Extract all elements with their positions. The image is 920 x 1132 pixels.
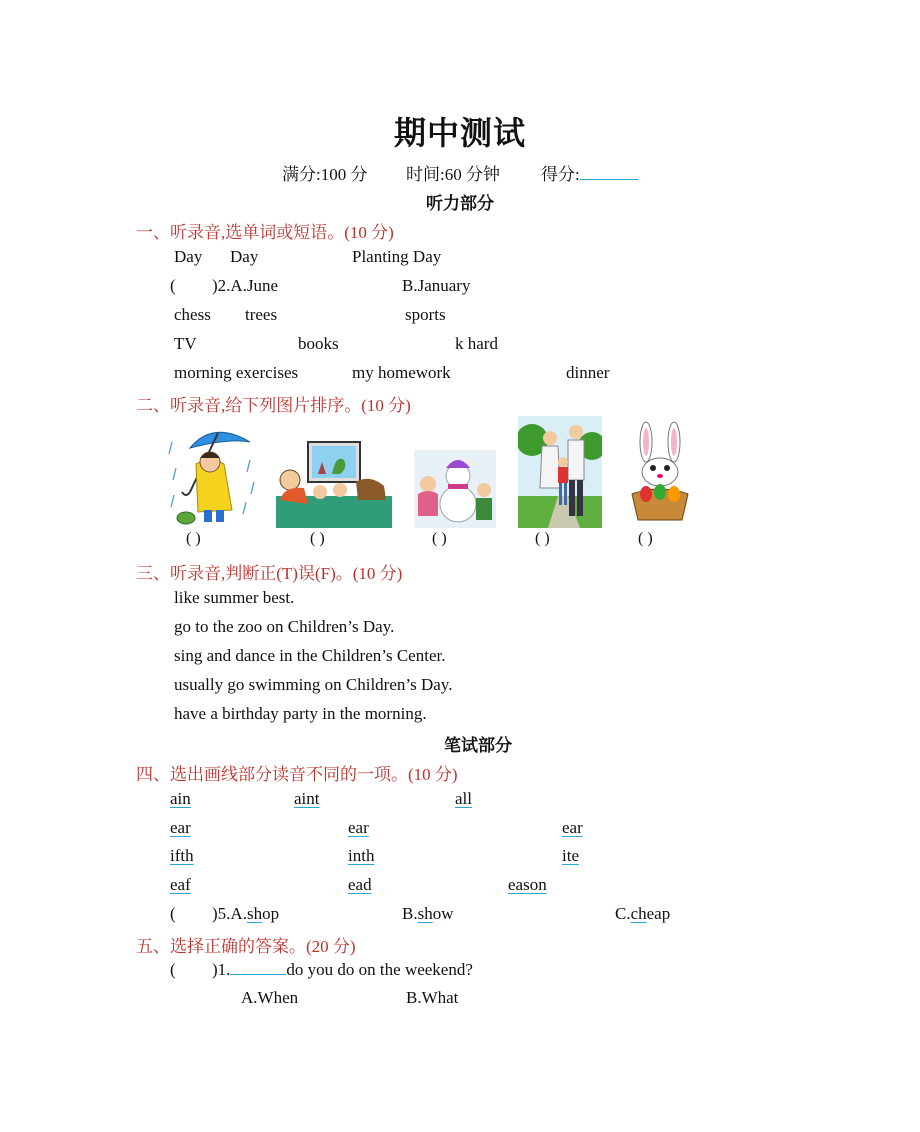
s4-row1-c: all — [455, 789, 472, 808]
snowman-picture — [414, 450, 496, 528]
family-park-picture — [518, 416, 602, 528]
s1-row2-paren: ( — [170, 276, 176, 295]
s4-row3-c: ite — [562, 846, 579, 865]
s1-row1-a: Day — [174, 247, 203, 266]
s4-row1-b: aint — [294, 789, 320, 808]
listening-heading: 听力部分 — [426, 194, 494, 213]
picture-2-answer[interactable]: ( ) — [310, 530, 325, 547]
s3-item-1: like summer best. — [174, 588, 295, 607]
section-3-title: 三、听录音,判断正(T)误(F)。(10 分) — [136, 564, 403, 583]
score-blank[interactable] — [580, 163, 638, 180]
s4-row4-b: ead — [348, 875, 372, 894]
s1-row5-c: dinner — [566, 363, 610, 382]
watching-tv-picture — [274, 440, 394, 528]
s4-row2-c: ear — [562, 818, 583, 837]
s1-row4-a: TV — [174, 334, 197, 353]
page-title: 期中测试 — [393, 114, 526, 152]
full-score: 满分:100 分 — [282, 165, 368, 184]
s4-q5-option-b: B.show — [402, 904, 454, 923]
picture-1-answer[interactable]: ( ) — [186, 530, 201, 547]
s4-q5-paren: ( — [170, 904, 176, 923]
s4-row4-c: eason — [508, 875, 547, 894]
s3-item-2: go to the zoo on Children’s Day. — [174, 617, 395, 636]
s1-row3-c: sports — [405, 305, 446, 324]
picture-3-answer[interactable]: ( ) — [432, 530, 447, 547]
s4-row3-b: inth — [348, 846, 375, 865]
s1-row3-b: trees — [245, 305, 278, 324]
s1-row2-a: )2.A.June — [212, 276, 279, 295]
s4-row2-b: ear — [348, 818, 369, 837]
section-5-title: 五、选择正确的答案。(20 分) — [136, 937, 356, 956]
s5-q1-blank[interactable] — [230, 960, 286, 975]
exam-time: 时间:60 分钟 — [406, 165, 500, 184]
writing-heading: 笔试部分 — [444, 736, 512, 755]
section-4-title: 四、选出画线部分读音不同的一项。(10 分) — [136, 765, 458, 784]
s1-row1-c: Planting Day — [352, 247, 442, 266]
section-2-title: 二、听录音,给下列图片排序。(10 分) — [136, 396, 411, 415]
picture-5-answer[interactable]: ( ) — [638, 530, 653, 547]
s1-row5-a: morning exercises — [174, 363, 299, 382]
s4-row2-a: ear — [170, 818, 191, 837]
s5-q1: )1. do you do on the weekend? — [212, 960, 473, 979]
s5-q1-option-b: B.What — [406, 988, 459, 1007]
score-field — [541, 160, 638, 185]
s4-q5-option-a: )5.A.shop — [212, 904, 280, 923]
s4-q5-option-c: C.cheap — [615, 904, 671, 923]
s4-row3-a: ifth — [170, 846, 194, 865]
s1-row3-a: chess — [174, 305, 211, 324]
picture-4-answer[interactable]: ( ) — [535, 530, 550, 547]
s1-row2-b: B.January — [402, 276, 471, 295]
s3-item-5: have a birthday party in the morning. — [174, 704, 427, 723]
s3-item-4: usually go swimming on Children’s Day. — [174, 675, 453, 694]
s1-row4-b: books — [298, 334, 339, 353]
section-1-title: 一、听录音,选单词或短语。(10 分) — [136, 223, 394, 242]
s1-row4-c: k hard — [455, 334, 498, 353]
s4-row1-a: ain — [170, 789, 191, 808]
s4-row4-a: eaf — [170, 875, 191, 894]
score-label: 得分: — [541, 165, 580, 184]
s1-row1-b: Day — [230, 247, 259, 266]
s1-row5-b: my homework — [352, 363, 451, 382]
s5-q1-option-a: A.When — [241, 988, 299, 1007]
easter-bunny-picture — [626, 420, 694, 528]
s3-item-3: sing and dance in the Children’s Center. — [174, 646, 446, 665]
rainy-boy-picture — [168, 420, 258, 528]
s5-q1-paren: ( — [170, 960, 176, 979]
